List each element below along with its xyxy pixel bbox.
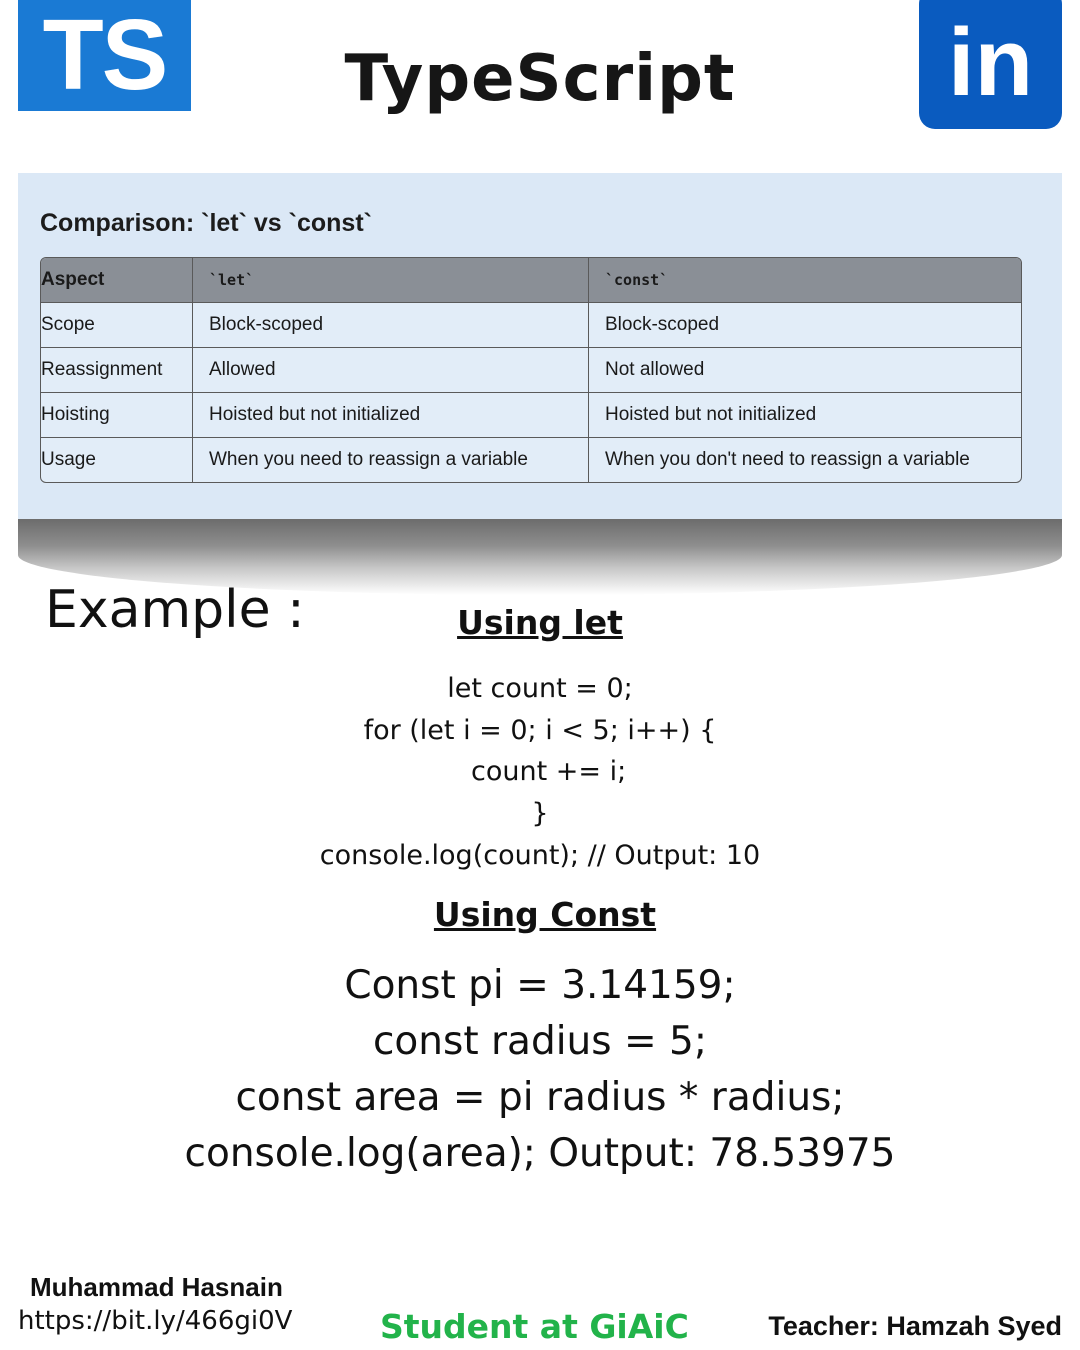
- code-line: const radius = 5;: [372, 1019, 707, 1064]
- author-name: Muhammad Hasnain: [30, 1272, 283, 1302]
- row-const-value: Not allowed: [589, 348, 1021, 393]
- table-row: [41, 438, 1021, 482]
- using-let-heading: Using let: [457, 603, 623, 642]
- code-line: const area = pi radius * radius;: [235, 1075, 845, 1120]
- row-let-value: Block-scoped: [193, 303, 589, 348]
- comparison-title: Comparison: `let` vs `const`: [40, 209, 372, 237]
- comparison-card: [18, 173, 1062, 519]
- column-header-let: `let`: [193, 258, 589, 303]
- table-row: [41, 303, 1021, 348]
- row-const-value: Hoisted but not initialized: [589, 393, 1021, 438]
- code-line: count += i;: [453, 756, 627, 788]
- row-aspect: Hoisting: [41, 393, 193, 438]
- row-let-value: Allowed: [193, 348, 589, 393]
- code-line: console.log(area); Output: 78.53975: [184, 1131, 896, 1176]
- row-aspect: Usage: [41, 438, 193, 482]
- table-row: [41, 348, 1021, 393]
- table-row: [41, 393, 1021, 438]
- author-link[interactable]: https://bit.ly/466gi0V: [18, 1306, 293, 1336]
- student-label: Student at GiAiC: [380, 1307, 689, 1346]
- using-const-heading: Using Const: [433, 895, 657, 934]
- row-let-value: Hoisted but not initialized: [193, 393, 589, 438]
- code-line: console.log(count); // Output: 10: [319, 839, 761, 871]
- code-line: }: [531, 798, 549, 830]
- row-aspect: Scope: [41, 303, 193, 348]
- row-aspect: Reassignment: [41, 348, 193, 393]
- row-const-value: When you don't need to reassign a variable: [605, 449, 970, 470]
- code-line: let count = 0;: [447, 673, 633, 704]
- const-code-block: [0, 958, 1080, 1182]
- let-code-block: [0, 668, 1080, 877]
- column-header-const: `const`: [589, 258, 1021, 303]
- example-label: Example :: [45, 580, 305, 640]
- code-line: Const pi = 3.14159;: [344, 963, 736, 1008]
- code-line: for (let i = 0; i < 5; i++) {: [363, 714, 717, 746]
- column-header-aspect: Aspect: [41, 258, 193, 303]
- row-const-value: Block-scoped: [589, 303, 1021, 348]
- table-header-row: [41, 258, 1021, 303]
- typescript-logo: TS: [18, 0, 191, 111]
- teacher-label: Teacher: Hamzah Syed: [768, 1311, 1062, 1341]
- page-title: TypeScript: [344, 42, 736, 116]
- row-let-value: When you need to reassign a variable: [193, 438, 589, 482]
- linkedin-logo[interactable]: in: [919, 0, 1062, 129]
- comparison-table: [40, 257, 1022, 483]
